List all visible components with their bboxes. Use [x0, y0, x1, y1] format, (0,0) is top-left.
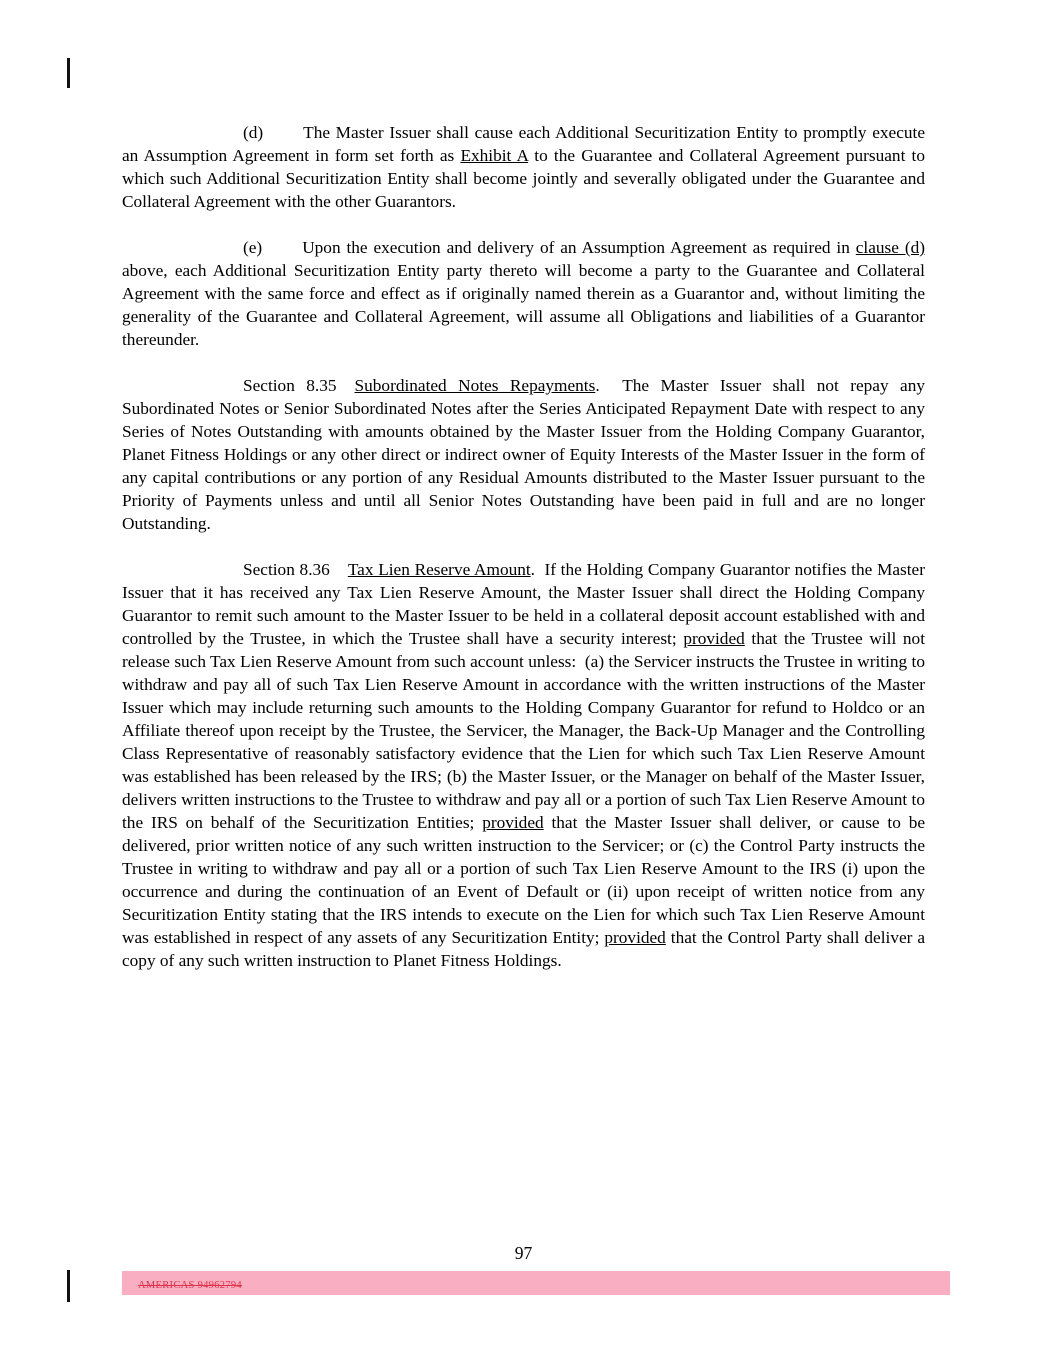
page-number: 97: [514, 1243, 533, 1263]
text-run: Section 8.35: [243, 376, 337, 395]
text-run: to the Guarantee and Collateral Agreement pursuant to which such Additional Securitization Entity shall become jointly and severally obligated under the Guarantee and Collateral Agreement with the other Guarantors.: [122, 146, 926, 211]
underlined-term: provided: [482, 813, 544, 832]
paragraph-clause-e: [122, 236, 925, 351]
text-run: . If the Holding Company Guarantor notifies the Master Issuer that it has received any Tax Lien Reserve Amount, the Master Issuer shall direct the Holding Company Guarantor to remit such amount to the Master Issuer to be held in a collateral deposit account established with and controlled by the Trustee, in which the Trustee shall have a security interest;: [122, 560, 925, 648]
revision-change-bar-bottom: [67, 1270, 70, 1302]
underlined-term: provided: [683, 629, 745, 648]
footer-highlight-bar: [122, 1271, 950, 1295]
text-run: Section 8.36: [243, 560, 330, 579]
text-run: The Master Issuer shall cause each Additional Securitization Entity to promptly execute an Assumption Agreement in form set forth as: [122, 123, 925, 165]
text-run: (e): [243, 238, 263, 257]
paragraph-section-8-35: [122, 374, 925, 535]
text-run: . The Master Issuer shall not repay any Subordinated Notes or Senior Subordinated Notes after the Series Anticipated Repayment Date with respect to any Series of Notes Outstanding with amounts obtained by the Master Issuer from the Holding Company Guarantor, Planet Fitness Holdings or any other direct or indirect owner of Equity Interests of the Master Issuer in the form of any capital contributions or any portion of any Residual Amounts distributed to the Master Issuer pursuant to the Priority of Payments unless and until all Senior Notes Outstanding have been paid in full and are no longer Outstanding.: [122, 376, 926, 533]
underlined-term: Tax Lien Reserve Amount: [347, 560, 531, 579]
revision-change-bar-top: [67, 58, 70, 88]
text-run: above, each Additional Securitization Entity party thereto will become a party to the Guarantee and Collateral Agreement with the same force and effect as if originally named therein as a Guarantor and, without limiting the generality of the Guarantee and Collateral Agreement, will assume all Obligations and liabilities of a Guarantor thereunder.: [122, 261, 925, 349]
paragraph-clause-d: [122, 121, 925, 213]
text-run: that the Master Issuer shall deliver, or cause to be delivered, prior written notice of any such written instruction to the Servicer; or (c) the Control Party instructs the Trustee in writing to withdraw and pay all or a portion of such Tax Lien Reserve Amount to the IRS (i) upon the occurrence and during the continuation of an Event of Default or (ii) upon receipt of written notice from any Securitization Entity stating that the IRS intends to execute on the Lien for which such Tax Lien Reserve Amount was established in respect of any assets of any Securitization Entity;: [122, 813, 926, 947]
underlined-term: clause (d): [855, 238, 925, 257]
underlined-term: Exhibit A: [460, 146, 529, 165]
paragraph-section-8-36: [122, 558, 925, 972]
underlined-term: Subordinated Notes Repayments: [354, 376, 596, 395]
text-run: that the Control Party shall deliver a copy of any such written instruction to Planet Fitness Holdings.: [122, 928, 925, 970]
text-run: that the Trustee will not release such Tax Lien Reserve Amount from such account unless: (a) the Servicer instructs the Trustee in writing to withdraw and pay all of such Tax Lien Reserve Amount in accordance with the written instructions of the Master Issuer which may include returning such amounts to the Holding Company Guarantor for refund to Holdco or an Affiliate thereof upon receipt by the Trustee, the Servicer, the Manager, the Back-Up Manager and the Controlling Class Representative of reasonably satisfactory evidence that the Lien for which such Tax Lien Reserve Amount was established has been released by the IRS; (b) the Master Issuer, or the Manager on behalf of the Master Issuer, delivers written instructions to the Trustee to withdraw and pay all or a portion of such Tax Lien Reserve Amount to the IRS on behalf of the Securitization Entities;: [122, 629, 925, 832]
text-run: (d): [243, 123, 264, 142]
stamp-text: AMERICAS 94962794: [138, 1280, 242, 1291]
document-body: [122, 121, 925, 995]
underlined-term: provided: [604, 928, 666, 947]
text-run: Upon the execution and delivery of an Assumption Agreement as required in: [302, 238, 856, 257]
